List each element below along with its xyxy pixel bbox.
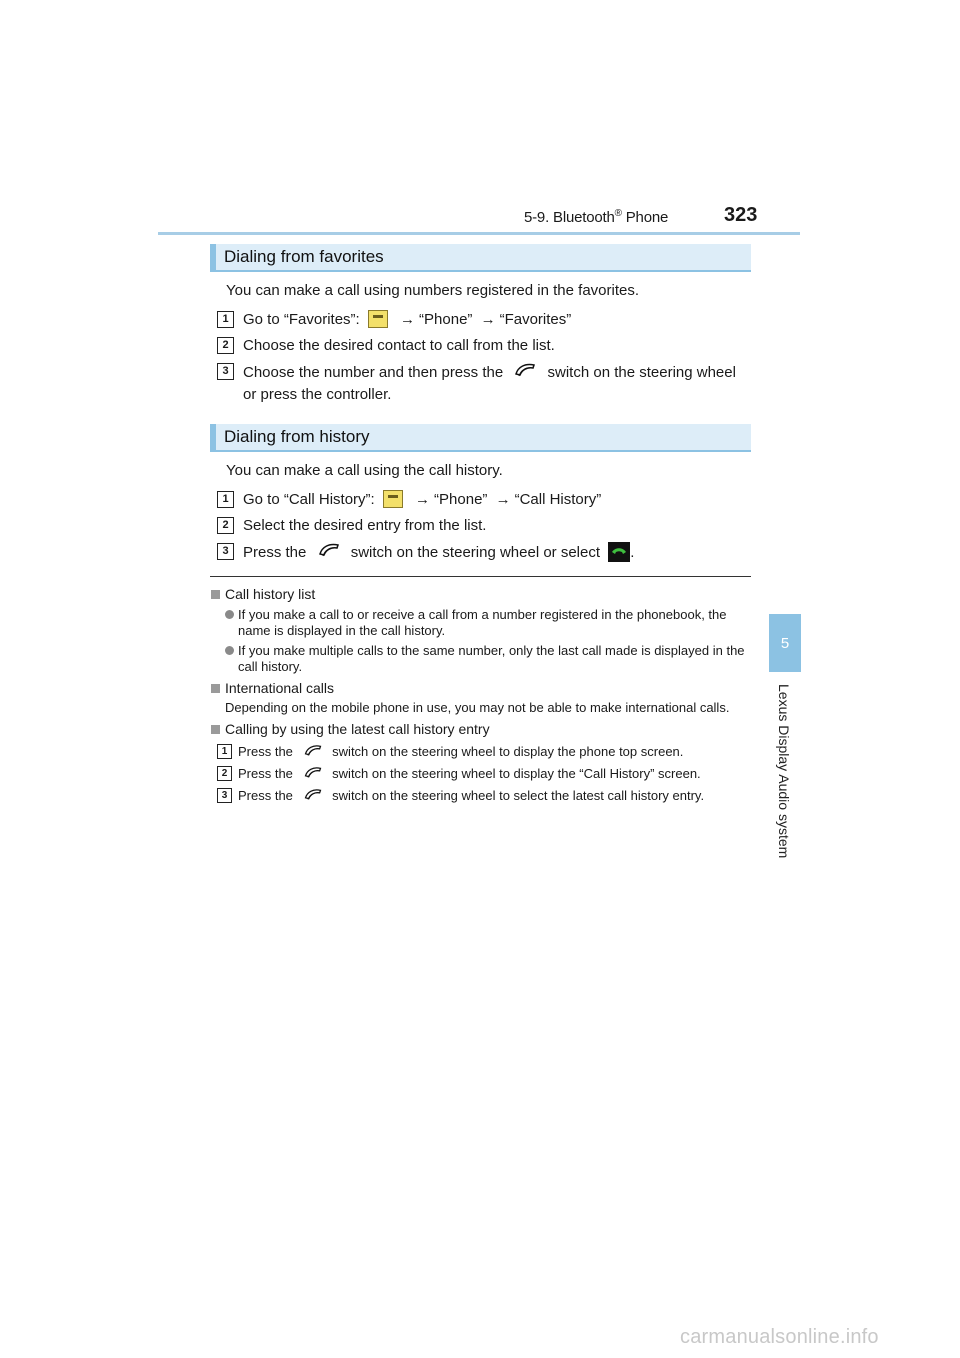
page-number: 323 bbox=[724, 204, 758, 226]
step-text: Press the bbox=[238, 744, 293, 759]
step-text: switch on the steering wheel to display the “Call History” screen. bbox=[332, 766, 701, 781]
step-item bbox=[210, 361, 751, 406]
step-number: 3 bbox=[217, 543, 234, 560]
step-text: Go to “Favorites”: bbox=[243, 311, 360, 328]
step-text: Press the bbox=[243, 544, 307, 561]
section-heading-history bbox=[210, 424, 751, 452]
steering-phone-icon bbox=[303, 743, 323, 758]
menu-icon bbox=[368, 310, 388, 328]
registered-mark: ® bbox=[614, 208, 622, 219]
step-text: . bbox=[630, 544, 635, 561]
note-bullet bbox=[210, 643, 751, 675]
step-text: Select the desired entry from the list. bbox=[243, 517, 487, 534]
step-text: Choose the number and then press the bbox=[243, 364, 504, 381]
step-number: 1 bbox=[217, 311, 234, 328]
step-text: Choose the desired contact to call from the list. bbox=[243, 337, 555, 354]
heading-text: Dialing from history bbox=[224, 427, 370, 446]
section-title bbox=[524, 208, 668, 226]
note-title: Calling by using the latest call history entry bbox=[210, 720, 751, 738]
bullet-dot-icon bbox=[225, 610, 234, 619]
chapter-tab bbox=[769, 614, 801, 672]
bullet-text: If you make multiple calls to the same number, only the last call made is displayed in the call history. bbox=[238, 643, 745, 674]
step-item bbox=[210, 541, 751, 564]
arrow-icon: → bbox=[400, 311, 416, 328]
step-number: 1 bbox=[217, 744, 232, 759]
section-heading-favorites bbox=[210, 244, 751, 272]
favorites-intro: You can make a call using numbers registered in the favorites. bbox=[226, 282, 640, 299]
section-suffix: Phone bbox=[621, 209, 669, 226]
heading-text: Dialing from favorites bbox=[224, 247, 384, 266]
arrow-icon: → bbox=[415, 491, 431, 508]
step-item bbox=[210, 515, 751, 537]
sub-step-item bbox=[210, 787, 751, 804]
step-number: 2 bbox=[217, 766, 232, 781]
step-text: “Phone” bbox=[434, 491, 488, 508]
green-call-icon bbox=[608, 542, 630, 562]
section-prefix: 5-9. Bluetooth bbox=[524, 209, 615, 226]
chapter-side-label: Lexus Display Audio system bbox=[776, 684, 792, 859]
history-intro: You can make a call using the call history. bbox=[226, 462, 503, 479]
step-text: “Favorites” bbox=[499, 311, 572, 328]
step-text: Go to “Call History”: bbox=[243, 491, 375, 508]
steering-phone-icon bbox=[513, 361, 537, 379]
step-text: switch on the steering wheel to display the phone top screen. bbox=[332, 744, 684, 759]
note-title: International calls bbox=[210, 679, 751, 697]
step-number: 3 bbox=[217, 788, 232, 803]
note-body: Depending on the mobile phone in use, you may not be able to make international calls. bbox=[225, 700, 730, 715]
step-number: 1 bbox=[217, 491, 234, 508]
notes-divider bbox=[210, 576, 751, 577]
step-text: switch on the steering wheel to select the latest call history entry. bbox=[332, 788, 705, 803]
step-text: Press the bbox=[238, 788, 293, 803]
sub-step-item bbox=[210, 743, 751, 760]
step-text: switch on the steering wheel or press the controller. bbox=[243, 364, 736, 403]
watermark: carmanualsonline.info bbox=[680, 1326, 879, 1348]
step-number: 2 bbox=[217, 517, 234, 534]
menu-icon bbox=[383, 490, 403, 508]
step-text: switch on the steering wheel or select bbox=[350, 544, 601, 561]
notes-section bbox=[210, 585, 751, 804]
page-content bbox=[210, 244, 751, 804]
step-text: “Call History” bbox=[514, 491, 602, 508]
step-text: “Phone” bbox=[419, 311, 473, 328]
chapter-number: 5 bbox=[780, 634, 790, 652]
step-number: 3 bbox=[217, 363, 234, 380]
section-gap bbox=[210, 410, 751, 424]
sub-step-item bbox=[210, 765, 751, 782]
step-item bbox=[210, 489, 751, 511]
history-steps bbox=[210, 489, 751, 564]
note-bullet bbox=[210, 607, 751, 639]
arrow-icon: → bbox=[480, 311, 496, 328]
steering-phone-icon bbox=[303, 787, 323, 802]
favorites-steps bbox=[210, 309, 751, 406]
note-title: Call history list bbox=[210, 585, 751, 603]
step-item bbox=[210, 309, 751, 331]
bullet-text: If you make a call to or receive a call from a number registered in the phonebook, the name is displayed in the call history. bbox=[238, 607, 727, 638]
header-rule bbox=[158, 232, 800, 235]
step-number: 2 bbox=[217, 337, 234, 354]
bullet-dot-icon bbox=[225, 646, 234, 655]
steering-phone-icon bbox=[317, 541, 341, 559]
steering-phone-icon bbox=[303, 765, 323, 780]
step-text: Press the bbox=[238, 766, 293, 781]
step-item bbox=[210, 335, 751, 357]
arrow-icon: → bbox=[495, 491, 511, 508]
page-header bbox=[0, 0, 960, 240]
